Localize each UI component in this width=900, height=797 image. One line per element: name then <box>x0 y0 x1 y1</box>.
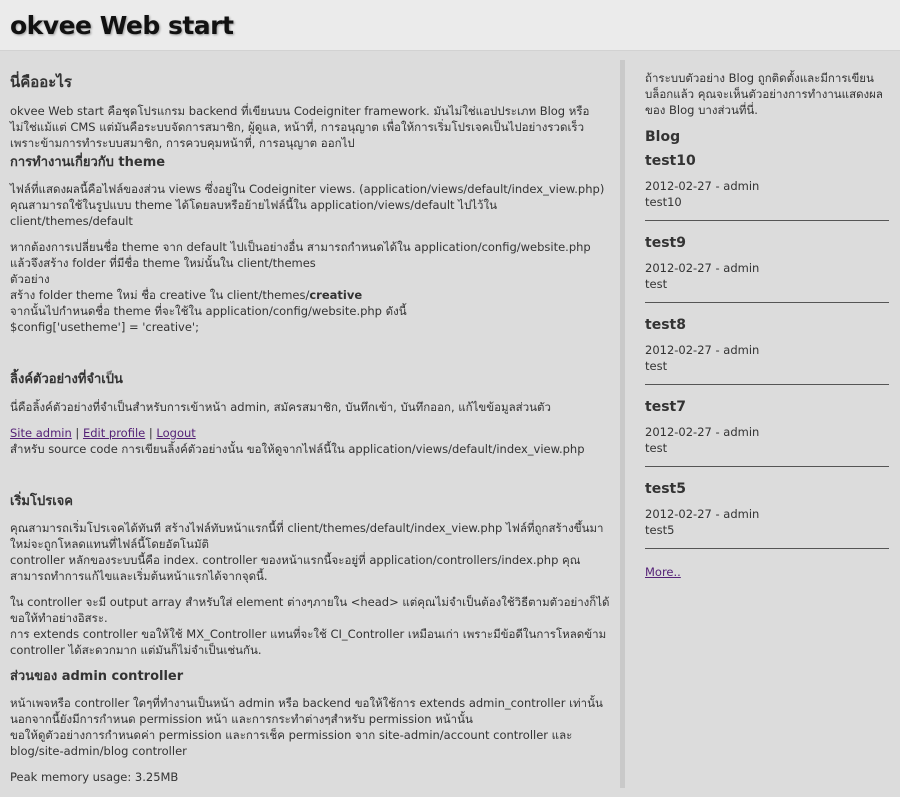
theme-then-text: จากนั้นไปกำหนดชื่อ theme ที่จะใช้ใน application/config/website.php ดังนี้ <box>10 304 407 318</box>
memory-usage: Peak memory usage: 3.25MB <box>10 770 179 784</box>
blog-post-title: test7 <box>645 399 686 415</box>
admin-paragraph <box>10 695 610 759</box>
blog-post-excerpt: test5 <box>645 523 675 537</box>
theme-paragraph-1 <box>10 181 610 229</box>
blog-post-meta: 2012-02-27 - admin <box>645 507 760 521</box>
blog-post-excerpt: test <box>645 277 668 291</box>
admin-line1: หน้าเพจหรือ controller ใดๆที่ทำงานเป็นหน้า admin หรือ backend ขอให้ใช้การ extends admin_controller เท่านั้น <box>10 696 603 710</box>
links-heading: ลิ้งค์ตัวอย่างที่จำเป็น <box>10 372 123 387</box>
edit-profile-link[interactable]: Edit profile <box>82 426 146 440</box>
column-separator <box>620 60 625 788</box>
site-title: okvee Web start <box>10 11 234 40</box>
theme-create-text: สร้าง folder theme ใหม่ ชื่อ creative ใน client/themes/ <box>10 288 310 302</box>
page-title: นี่คืออะไร <box>10 73 72 91</box>
links-source-note: สำหรับ source code การเขียนลิ้งค์ตัวอย่างนั้น ขอให้ดูจากไฟล์นี้ใน application/views/default/index_view.php <box>10 442 585 456</box>
blog-post <box>645 316 889 385</box>
links-row <box>10 425 610 457</box>
blog-post-title: test9 <box>645 235 686 251</box>
link-separator: | <box>71 426 83 440</box>
theme-config-code: $config['usetheme'] = 'creative'; <box>10 320 199 334</box>
start-p1-line1: คุณสามารถเริ่มโปรเจคได้ทันที สร้างไฟล์ทับหน้าแรกนี้ที่ client/themes/default/index_view.php ไฟล์ที่ถูกสร้างขึ้นมาใหม่จะถูกโหลดแทนที่ไฟล์นี้โดยอัตโนมัติ <box>10 521 604 551</box>
theme-p1-line1: ไฟล์ที่แสดงผลนี้คือไฟล์ของส่วน views ซึ่งอยู่ใน Codeigniter views. (application/views/default/index_view.php) <box>10 182 605 196</box>
sidebar <box>645 70 889 580</box>
theme-p2-line1: หากต้องการเปลี่ยนชื่อ theme จาก default ไปเป็นอย่างอื่น สามารถกำหนดได้ใน application/config/website.php แล้วจึงสร้าง folder ที่มีชื่อ theme ใหม่นั้นใน client/themes <box>10 240 591 270</box>
start-p2-line1: ใน controller จะมี output array สำหรับใส่ element ต่างๆภายใน <head> แต่คุณไม่จำเป็นต้องใช้วิธีตามตัวอย่างก็ได้ ขอให้ทำอย่างอิสระ. <box>10 595 610 625</box>
admin-line3: ขอให้ดูตัวอย่างการกำหนดค่า permission และการเช็ค permission จาก site-admin/account controller และ blog/site-admin/blog controller <box>10 728 573 758</box>
theme-paragraph-2 <box>10 239 610 335</box>
start-paragraph-1 <box>10 520 610 584</box>
start-paragraph-2 <box>10 594 610 658</box>
blog-post <box>645 398 889 467</box>
blog-post <box>645 152 889 221</box>
admin-heading: ส่วนของ admin controller <box>10 669 184 684</box>
theme-heading: การทำงานเกี่ยวกับ theme <box>10 155 166 170</box>
blog-post <box>645 480 889 549</box>
blog-post-title: test10 <box>645 153 696 169</box>
blog-post-meta: 2012-02-27 - admin <box>645 261 760 275</box>
theme-create-bold: creative <box>309 288 363 302</box>
logout-link[interactable]: Logout <box>156 426 196 440</box>
blog-post-meta: 2012-02-27 - admin <box>645 343 760 357</box>
site-admin-link[interactable]: Site admin <box>10 426 72 440</box>
blog-post-title: test5 <box>645 481 686 497</box>
blog-post-meta: 2012-02-27 - admin <box>645 179 760 193</box>
main-content <box>10 70 610 785</box>
site-header <box>0 0 900 51</box>
more-posts-link[interactable]: More.. <box>645 565 681 579</box>
sidebar-intro: ถ้าระบบตัวอย่าง Blog ถูกติดตั้งและมีการเขียนบล็อกแล้ว คุณจะเห็นตัวอย่างการทำงานแสดงผลของ Blog บางส่วนที่นี่. <box>645 71 883 117</box>
blog-post-excerpt: test10 <box>645 195 682 209</box>
intro-paragraph: okvee Web start คือชุดโปรแกรม backend ที่เขียนบน Codeigniter framework. มันไม่ใช่แอปประเภท Blog หรือไม่ใช่แม้แต่ CMS แต่มันคือระบบจัดการสมาชิก, ผู้ดูแล, หน้าที่, การอนุญาต เพื่อให้การเริ่มโปรเจคเป็นไปอย่างรวดเร็ว เพราะข้ามการทำระบบสมาชิก, การควบคุมหน้าที่, การอนุญาต ออกไป <box>10 104 590 150</box>
admin-line2: นอกจากนี้ยังมีการกำหนด permission หน้า และการกระทำต่างๆสำหรับ permission หน้านั้น <box>10 712 473 726</box>
blog-post-meta: 2012-02-27 - admin <box>645 425 760 439</box>
link-separator: | <box>145 426 157 440</box>
theme-example-label: ตัวอย่าง <box>10 272 50 286</box>
blog-post-excerpt: test <box>645 441 668 455</box>
start-p1-line2: controller หลักของระบบนี้คือ index. controller ของหน้าแรกนี้จะอยู่ที่ application/controllers/index.php คุณสามารถทำการแก้ไขและเริ่มต้นหน้าแรกได้จากจุดนี้. <box>10 553 581 583</box>
blog-title: Blog <box>645 129 681 145</box>
blog-post-title: test8 <box>645 317 686 333</box>
blog-post <box>645 234 889 303</box>
links-description: นี่คือลิ้งค์ตัวอย่างที่จำเป็นสำหรับการเข้าหน้า admin, สมัครสมาชิก, บันทึกเข้า, บันทึกออก, แก้ไขข้อมูลส่วนตัว <box>10 400 551 414</box>
start-heading: เริ่มโปรเจค <box>10 494 73 509</box>
blog-post-excerpt: test <box>645 359 668 373</box>
start-p2-line2: การ extends controller ขอให้ใช้ MX_Controller แทนที่จะใช้ CI_Controller เหมือนเก่า เพราะมีข้อดีในการโหลดข้าม controller ได้สะดวกมาก แต่มันก็ไม่จำเป็นเช่นกัน. <box>10 627 607 657</box>
theme-p1-line2: คุณสามารถใช้ในรูปแบบ theme ได้โดยลบหรือย้ายไฟล์นี้ใน application/views/default ไปไว้ใน client/themes/default <box>10 198 497 228</box>
